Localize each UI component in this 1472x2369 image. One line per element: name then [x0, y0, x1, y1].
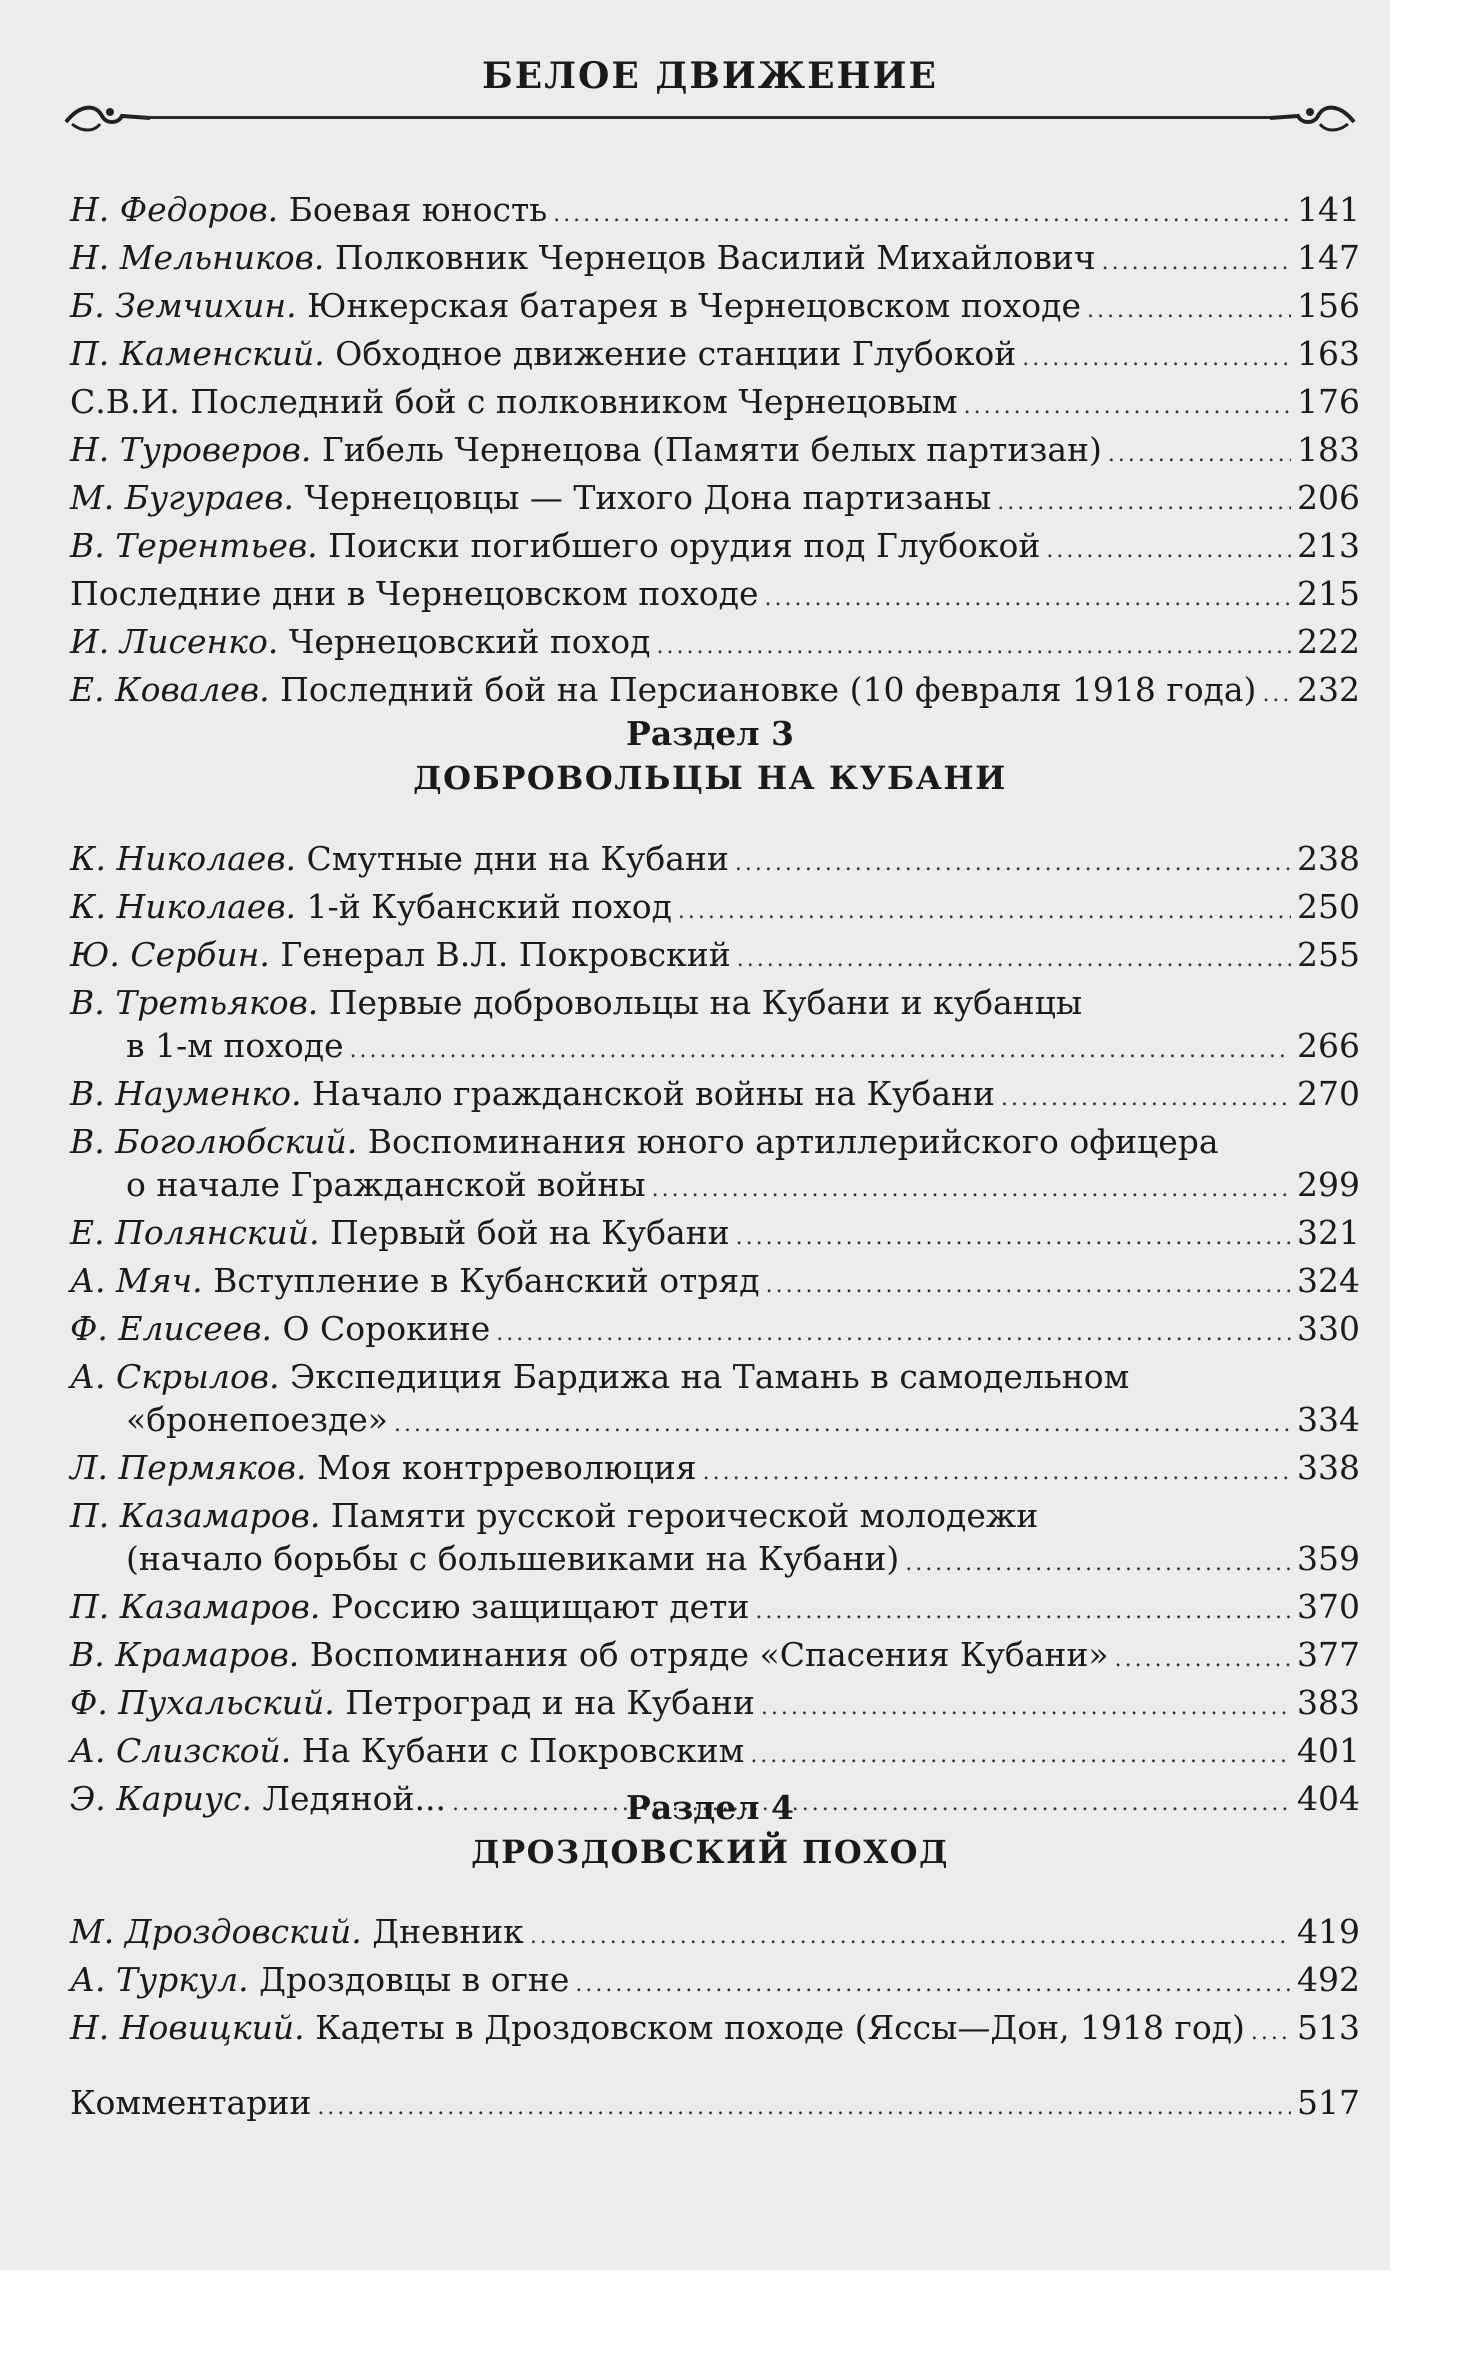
- entry-author: Н. Туроверов.: [70, 430, 312, 469]
- toc-entry: [70, 1633, 1360, 1681]
- entry-page-number: 266: [1297, 1026, 1360, 1065]
- ornament-left-icon: [62, 98, 152, 138]
- section-number: Раздел 4: [626, 1788, 794, 1827]
- entry-title-continued: (начало борьбы с большевиками на Кубани): [126, 1539, 900, 1578]
- entry-page-number: 383: [1297, 1683, 1360, 1722]
- entry-page-number: 215: [1297, 574, 1360, 613]
- entry-author: М. Дроздовский.: [70, 1912, 362, 1951]
- toc-entry: [70, 1729, 1360, 1777]
- leader-dots: [1087, 289, 1291, 332]
- entry-title: Полковник Чернецов Василий Михайлович: [334, 238, 1096, 277]
- leader-dots: [905, 1542, 1291, 1585]
- entry-title: Чернецовский поход: [288, 622, 651, 661]
- section-name: ДРОЗДОВСКИЙ ПОХОД: [471, 1833, 949, 1871]
- entry-title: Чернецовцы — Тихого Дона партизаны: [304, 478, 992, 517]
- entry-author: М. Бугураев.: [70, 478, 295, 517]
- leader-dots: [317, 2086, 1291, 2129]
- entry-page-number: 401: [1297, 1731, 1360, 1770]
- entry-title: Смутные дни на Кубани: [306, 839, 729, 878]
- entry-title: Кадеты в Дроздовском походе (Яссы—Дон, 1918 год): [315, 2008, 1245, 2047]
- section-name: ДОБРОВОЛЬЦЫ НА КУБАНИ: [413, 759, 1007, 797]
- leader-dots: [761, 1686, 1291, 1729]
- leader-dots: [750, 1734, 1291, 1777]
- entry-page-number: 492: [1297, 1960, 1360, 1999]
- toc-entry: [70, 620, 1360, 668]
- entry-title: Начало гражданской войны на Кубани: [312, 1074, 996, 1113]
- entry-page-number: 183: [1297, 430, 1360, 469]
- toc-entry: [70, 236, 1360, 284]
- leader-dots: [1102, 241, 1291, 284]
- leader-dots: [1046, 529, 1291, 572]
- entry-title: Поиски погибшего орудия под Глубокой: [328, 526, 1041, 565]
- leader-dots: [1022, 337, 1291, 380]
- entry-author: Е. Полянский.: [70, 1213, 320, 1252]
- toc-entry: [70, 1211, 1360, 1259]
- entry-author: И. Лисенко.: [70, 622, 279, 661]
- entry-author: П. Казамаров.: [70, 1496, 321, 1535]
- entry-page-number: 250: [1297, 887, 1360, 926]
- toc-entry: [70, 1446, 1360, 1494]
- toc-entry: [70, 933, 1360, 981]
- leader-dots: [1001, 1077, 1291, 1120]
- entry-page-number: 206: [1297, 478, 1360, 517]
- entry-author: П. Каменский.: [70, 334, 325, 373]
- leader-dots: [1251, 2011, 1291, 2054]
- leader-dots: [350, 1029, 1291, 1072]
- leader-dots: [736, 1216, 1291, 1259]
- entry-title: Комментарии: [70, 2083, 312, 2122]
- entry-author: А. Туркул.: [70, 1960, 249, 1999]
- leader-dots: [530, 1915, 1291, 1958]
- leader-dots: [1262, 673, 1291, 716]
- entry-title: Воспоминания юного артиллерийского офицера: [367, 1122, 1219, 1161]
- leader-dots: [496, 1312, 1291, 1355]
- entry-author: Н. Новицкий.: [70, 2008, 305, 2047]
- entry-title-continued: о начале Гражданской войны: [126, 1165, 646, 1204]
- entry-page-number: 338: [1297, 1448, 1360, 1487]
- entry-title: Воспоминания об отряде «Спасения Кубани»: [309, 1635, 1109, 1674]
- entry-page-number: 147: [1297, 238, 1360, 277]
- entry-page-number: 255: [1297, 935, 1360, 974]
- toc-block-comments: [70, 2081, 1360, 2129]
- leader-dots: [964, 385, 1291, 428]
- entry-page-number: 359: [1297, 1539, 1360, 1578]
- entry-title: Боевая юность: [288, 190, 548, 229]
- toc-entry: [70, 1259, 1360, 1307]
- entry-page-number: 270: [1297, 1074, 1360, 1113]
- entry-page-number: 321: [1297, 1213, 1360, 1252]
- toc-entry: [70, 1307, 1360, 1355]
- toc-block-section-3: [70, 837, 1360, 1825]
- toc-entry-continuation: [70, 1163, 1360, 1211]
- toc-entry: [70, 428, 1360, 476]
- toc-block-section-2: [70, 188, 1360, 716]
- toc-entry: [70, 332, 1360, 380]
- entry-page-number: 324: [1297, 1261, 1360, 1300]
- leader-dots: [575, 1963, 1291, 2006]
- entry-author: А. Скрылов.: [70, 1357, 280, 1396]
- leader-dots: [735, 842, 1291, 885]
- entry-title: Первый бой на Кубани: [330, 1213, 730, 1252]
- entry-title: Гибель Чернецова (Памяти белых партизан): [321, 430, 1102, 469]
- toc-entry: [70, 668, 1360, 716]
- toc-entry: [70, 1910, 1360, 1958]
- toc-entry: [70, 837, 1360, 885]
- entry-title: Петроград и на Кубани: [345, 1683, 755, 1722]
- entry-author: Ф. Елисеев.: [70, 1309, 272, 1348]
- entry-page-number: 232: [1297, 670, 1360, 709]
- leader-dots: [703, 1451, 1291, 1494]
- entry-title: Первые добровольцы на Кубани и кубанцы: [328, 983, 1083, 1022]
- entry-page-number: 163: [1297, 334, 1360, 373]
- leader-dots: [1115, 1638, 1291, 1681]
- entry-title: Дневник: [372, 1912, 524, 1951]
- entry-title: Памяти русской героической молодежи: [330, 1496, 1039, 1535]
- toc-entry: [70, 1585, 1360, 1633]
- entry-author: Н. Федоров.: [70, 190, 279, 229]
- leader-dots: [765, 577, 1292, 620]
- entry-title: О Сорокине: [282, 1309, 491, 1348]
- toc-entry: [70, 885, 1360, 933]
- entry-title: Обходное движение станции Глубокой: [335, 334, 1017, 373]
- header-rule: [140, 116, 1270, 119]
- entry-page-number: 156: [1297, 286, 1360, 325]
- running-header: БЕЛОЕ ДВИЖЕНИЕ: [482, 55, 938, 97]
- toc-entry-continuation: [70, 1537, 1360, 1585]
- entry-author: П. Казамаров.: [70, 1587, 321, 1626]
- toc-entry: [70, 1494, 1360, 1537]
- section-3-heading: [60, 712, 1360, 800]
- entry-author: Ф. Пухальский.: [70, 1683, 335, 1722]
- entry-title: 1-й Кубанский поход: [306, 887, 672, 926]
- entry-author: К. Николаев.: [70, 839, 297, 878]
- entry-author: В. Терентьев.: [70, 526, 318, 565]
- entry-page-number: 419: [1297, 1912, 1360, 1951]
- entry-page-number: 404: [1297, 1779, 1360, 1818]
- entry-author: Э. Кариус.: [70, 1779, 252, 1818]
- toc-block-section-4: [70, 1910, 1360, 2054]
- entry-page-number: 370: [1297, 1587, 1360, 1626]
- toc-entry: [70, 572, 1360, 620]
- toc-entry: [70, 981, 1360, 1024]
- leader-dots: [678, 890, 1291, 933]
- entry-author: А. Мяч.: [70, 1261, 203, 1300]
- entry-title: Дроздовцы в огне: [259, 1960, 570, 1999]
- entry-title: Юнкерская батарея в Чернецовском походе: [307, 286, 1081, 325]
- entry-page-number: 330: [1297, 1309, 1360, 1348]
- entry-title: Генерал В.Л. Покровский: [280, 935, 731, 974]
- entry-page-number: 299: [1297, 1165, 1360, 1204]
- leader-dots: [755, 1590, 1291, 1633]
- toc-entry: [70, 2081, 1360, 2129]
- entry-page-number: 517: [1297, 2083, 1360, 2122]
- leader-dots: [737, 938, 1291, 981]
- entry-title: Россию защищают дети: [330, 1587, 750, 1626]
- entry-author: К. Николаев.: [70, 887, 297, 926]
- toc-entry-continuation: [70, 1398, 1360, 1446]
- entry-page-number: 222: [1297, 622, 1360, 661]
- entry-page-number: 141: [1297, 190, 1360, 229]
- toc-entry: [70, 1958, 1360, 2006]
- leader-dots: [1108, 433, 1291, 476]
- entry-title: Вступление в Кубанский отряд: [213, 1261, 760, 1300]
- entry-title: Последние дни в Чернецовском походе: [70, 574, 759, 613]
- entry-author: В. Третьяков.: [70, 983, 319, 1022]
- entry-author: Е. Ковалев.: [70, 670, 270, 709]
- entry-title: Последний бой на Персиановке (10 февраля 1918 года): [280, 670, 1257, 709]
- entry-author: Б. Земчихин.: [70, 286, 297, 325]
- leader-dots: [652, 1168, 1291, 1211]
- entry-page-number: 213: [1297, 526, 1360, 565]
- entry-title-continued: в 1-м походе: [126, 1026, 344, 1065]
- entry-title: С.В.И. Последний бой с полковником Чернецовым: [70, 382, 958, 421]
- toc-entry: [70, 284, 1360, 332]
- section-number: Раздел 3: [626, 714, 794, 753]
- entry-title: На Кубани с Покровским: [301, 1731, 745, 1770]
- toc-entry: [70, 1681, 1360, 1729]
- toc-entry: [70, 476, 1360, 524]
- leader-dots: [766, 1264, 1291, 1307]
- entry-title-continued: «бронепоезде»: [126, 1400, 389, 1439]
- entry-author: А. Слизской.: [70, 1731, 292, 1770]
- entry-title: Моя контрреволюция: [316, 1448, 697, 1487]
- entry-page-number: 334: [1297, 1400, 1360, 1439]
- toc-entry: [70, 1355, 1360, 1398]
- entry-author: Ю. Сербин.: [70, 935, 270, 974]
- entry-page-number: 238: [1297, 839, 1360, 878]
- entry-title: Ледяной...: [262, 1779, 446, 1818]
- entry-page-number: 176: [1297, 382, 1360, 421]
- section-4-heading: [60, 1786, 1360, 1874]
- toc-entry: [70, 1072, 1360, 1120]
- toc-entry: [70, 524, 1360, 572]
- entry-author: Н. Мельников.: [70, 238, 325, 277]
- leader-dots: [394, 1403, 1291, 1446]
- entry-author: В. Боголюбский.: [70, 1122, 358, 1161]
- leader-dots: [656, 625, 1291, 668]
- toc-entry: [70, 1120, 1360, 1163]
- ornament-right-icon: [1268, 98, 1358, 138]
- toc-entry: [70, 2006, 1360, 2054]
- leader-dots: [553, 193, 1291, 236]
- entry-page-number: 513: [1297, 2008, 1360, 2047]
- leader-dots: [997, 481, 1291, 524]
- entry-author: В. Крамаров.: [70, 1635, 300, 1674]
- toc-entry: [70, 380, 1360, 428]
- entry-author: Л. Пермяков.: [70, 1448, 307, 1487]
- toc-entry-continuation: [70, 1024, 1360, 1072]
- entry-title: Экспедиция Бардижа на Тамань в самодельном: [290, 1357, 1130, 1396]
- toc-entry: [70, 188, 1360, 236]
- entry-page-number: 377: [1297, 1635, 1360, 1674]
- entry-author: В. Науменко.: [70, 1074, 302, 1113]
